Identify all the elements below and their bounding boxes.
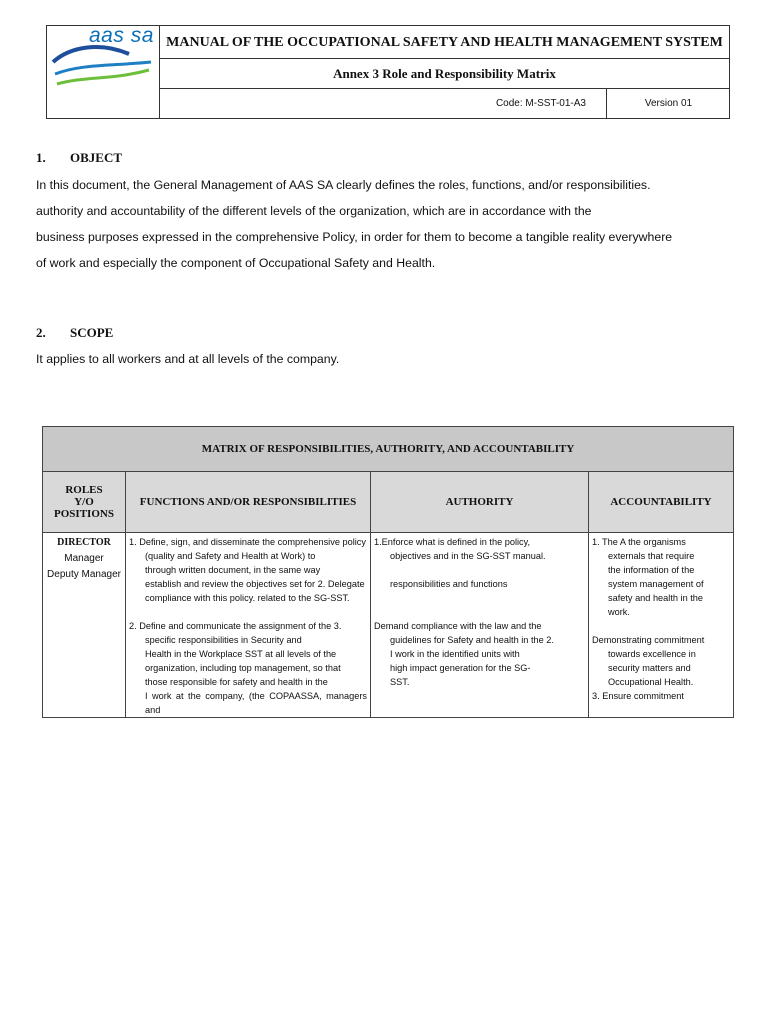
logo-waves-icon bbox=[51, 40, 155, 106]
section-number: 1. bbox=[36, 150, 46, 165]
logo-text: aas sa bbox=[89, 24, 154, 47]
paragraph-line: authority and accountability of the different levels of the organization, which are in accordance with the bbox=[36, 204, 592, 218]
accountability-line: safety and health in the bbox=[608, 593, 704, 603]
authority-line: guidelines for Safety and health in the 2. bbox=[390, 635, 554, 645]
accountability-line: the information of the bbox=[608, 565, 695, 575]
accountability-item: 3. Ensure commitment bbox=[592, 691, 684, 701]
document-version: Version 01 bbox=[644, 98, 693, 109]
authority-line: high impact generation for the SG- bbox=[390, 663, 531, 673]
function-line: I work at the company, (the COPAASSA, managers and bbox=[145, 691, 367, 715]
column-header-authority: AUTHORITY bbox=[371, 472, 589, 533]
function-line: specific responsibilities in Security and bbox=[145, 635, 302, 645]
section-object-heading bbox=[36, 150, 122, 166]
functions-cell bbox=[126, 533, 371, 718]
function-item: 1. Define, sign, and disseminate the comprehensive policy bbox=[129, 537, 366, 547]
section-title: SCOPE bbox=[70, 325, 114, 340]
function-line: those responsible for safety and health in the bbox=[145, 677, 328, 687]
document-code: Code: M-SST-01-A3 bbox=[159, 89, 607, 118]
role-title: DIRECTOR bbox=[57, 537, 111, 548]
paragraph-line: of work and especially the component of Occupational Safety and Health. bbox=[36, 256, 436, 270]
company-logo bbox=[47, 26, 160, 118]
document-header bbox=[46, 25, 730, 119]
accountability-line: system management of bbox=[608, 579, 704, 589]
section-title: OBJECT bbox=[70, 150, 123, 165]
accountability-line: Occupational Health. bbox=[608, 677, 694, 687]
responsibility-matrix bbox=[42, 426, 734, 718]
accountability-item: 1. The A the organisms bbox=[592, 537, 686, 547]
function-line: organization, including top management, so that bbox=[145, 663, 341, 673]
column-header-accountability: ACCOUNTABILITY bbox=[589, 472, 734, 533]
accountability-line: towards excellence in bbox=[608, 649, 696, 659]
function-item: 2. Define and communicate the assignment of the 3. bbox=[129, 621, 342, 631]
accountability-cell bbox=[589, 533, 734, 718]
roles-header-line: ROLES bbox=[65, 484, 103, 496]
section-scope-text: It applies to all workers and at all levels of the company. bbox=[36, 352, 340, 366]
roles-header-line: Y/O bbox=[74, 496, 94, 508]
function-line: Health in the Workplace SST at all levels of the bbox=[145, 649, 337, 659]
function-line: compliance with this policy. related to the SG-SST. bbox=[145, 593, 350, 603]
function-line: establish and review the objectives set for 2. Delegate bbox=[145, 579, 365, 589]
accountability-line: work. bbox=[608, 607, 630, 617]
code-version-row bbox=[159, 89, 730, 118]
role-line: Manager bbox=[64, 553, 104, 564]
function-line: (quality and Safety and Health at Work) to bbox=[145, 551, 316, 561]
authority-item: Demand compliance with the law and the bbox=[374, 621, 542, 631]
paragraph-line: business purposes expressed in the comprehensive Policy, in order for them to become a tangible reality everywhere bbox=[36, 230, 673, 244]
matrix-header-row bbox=[43, 472, 734, 533]
function-line: through written document, in the same way bbox=[145, 565, 321, 575]
authority-item: responsibilities and functions bbox=[390, 579, 508, 589]
authority-cell bbox=[371, 533, 589, 718]
column-header-functions: FUNCTIONS AND/OR RESPONSIBILITIES bbox=[126, 472, 371, 533]
paragraph-line: In this document, the General Management of AAS SA clearly defines the roles, functions, and/or responsibilities. bbox=[36, 178, 651, 192]
authority-item: 1.Enforce what is defined in the policy, bbox=[374, 537, 531, 547]
accountability-line: security matters and bbox=[608, 663, 691, 673]
authority-line: SST. bbox=[390, 677, 410, 687]
matrix-title-row bbox=[43, 427, 734, 472]
accountability-item: Demonstrating commitment bbox=[592, 635, 705, 645]
roles-header-line: POSITIONS bbox=[54, 508, 114, 520]
authority-line: objectives and in the SG-SST manual. bbox=[390, 551, 546, 561]
annex-title: Annex 3 Role and Responsibility Matrix bbox=[159, 59, 730, 89]
manual-title: MANUAL OF THE OCCUPATIONAL SAFETY AND HEALTH MANAGEMENT SYSTEM bbox=[159, 26, 730, 59]
accountability-line: externals that require bbox=[608, 551, 695, 561]
section-scope-heading bbox=[36, 325, 113, 341]
section-number: 2. bbox=[36, 325, 46, 340]
matrix-title: MATRIX OF RESPONSIBILITIES, AUTHORITY, AND ACCOUNTABILITY bbox=[43, 427, 734, 472]
role-cell bbox=[43, 533, 126, 718]
section-object-text bbox=[36, 172, 672, 276]
authority-line: I work in the identified units with bbox=[390, 649, 520, 659]
table-row bbox=[43, 533, 734, 718]
column-header-roles bbox=[43, 472, 126, 533]
role-line: Deputy Manager bbox=[47, 569, 121, 580]
